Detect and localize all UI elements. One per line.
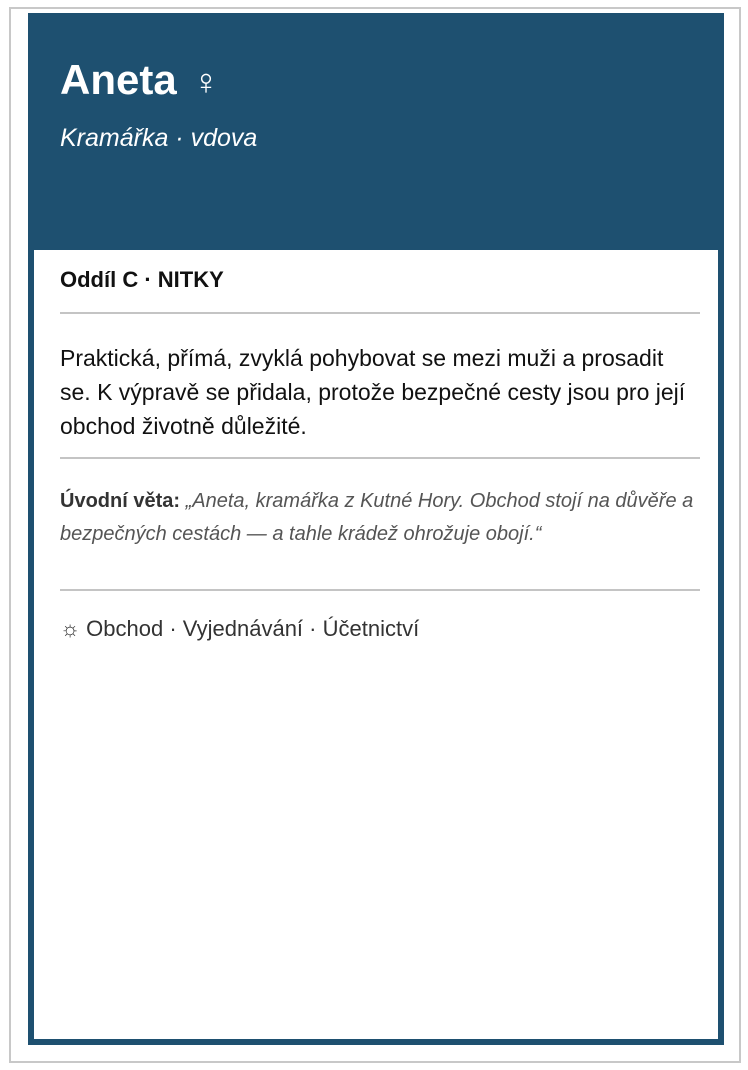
opening-line-text: „Aneta, kramářka z Kutné Hory. Obchod stojí na důvěře a bezpečných cestách — a tahle krádež ohrožuje obojí.“: [60, 490, 694, 545]
character-name: Aneta: [60, 56, 177, 103]
female-symbol-icon: ♀: [192, 61, 220, 102]
opening-line-label: Úvodní věta:: [60, 490, 181, 512]
opening-line: [60, 485, 700, 551]
divider: [60, 457, 700, 459]
page-frame: [9, 7, 741, 1063]
skills-text: Obchod · Vyjednávání · Účetnictví: [86, 616, 420, 641]
divider: [60, 312, 700, 314]
skills-line: [60, 614, 419, 644]
character-name-row: [60, 55, 219, 107]
character-card: [28, 13, 724, 1045]
character-subtitle: Kramářka · vdova: [60, 124, 258, 152]
character-description: Praktická, přímá, zvyklá pohybovat se mezi muži a prosadit se. K výpravě se přidala, protože bezpečné cesty jsou pro její obchod životně důležité.: [60, 345, 686, 439]
divider: [60, 589, 700, 591]
section-title: Oddíl C · NITKY: [60, 267, 224, 292]
gear-icon: ☼: [60, 616, 81, 641]
card-header: [34, 19, 718, 250]
